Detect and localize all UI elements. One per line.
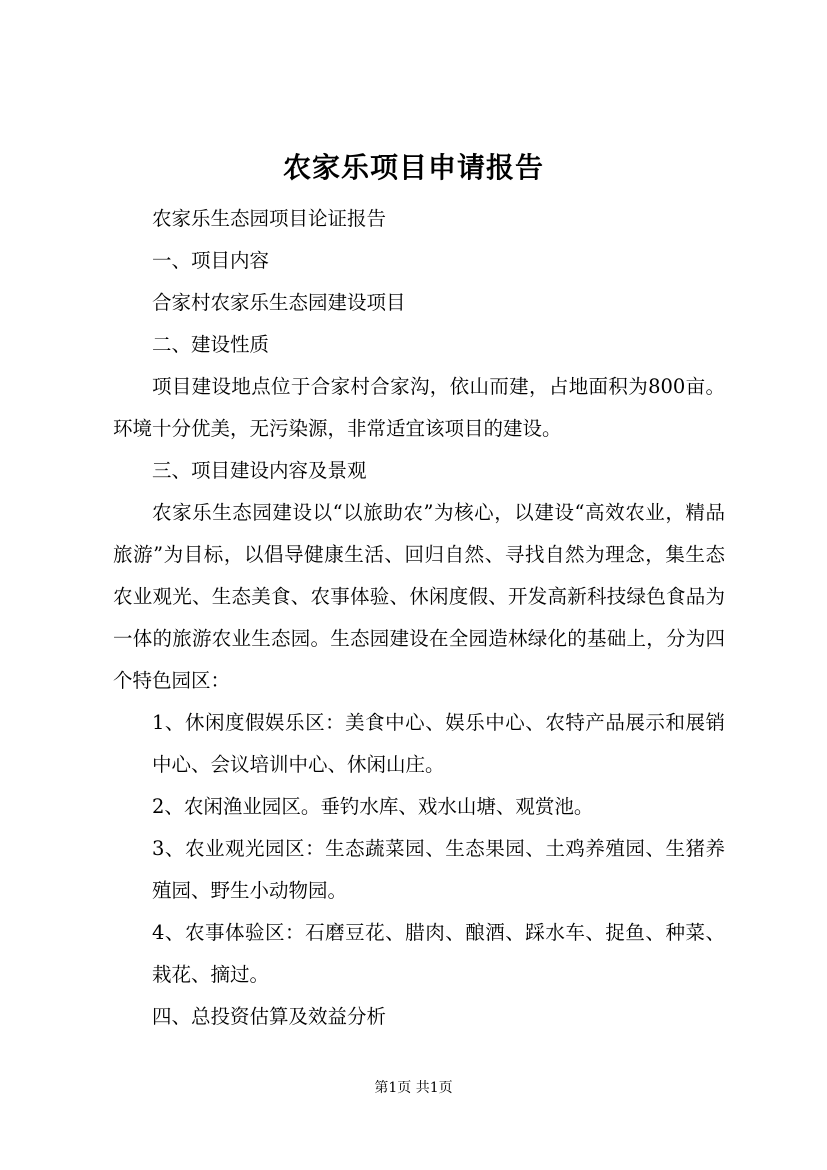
list-item-leisure-zone: 1、休闲度假娱乐区：美食中心、娱乐中心、农特产品展示和展销中心、会议培训中心、休闲山庄。 xyxy=(152,711,725,776)
paragraph-location: 项目建设地点位于合家村合家沟，依山而建，占地面积为800亩。环境十分优美，无污染源，非常适宜该项目的建设。 xyxy=(113,375,725,440)
heading-project-content: 一、项目内容 xyxy=(152,249,270,272)
document-body xyxy=(113,198,725,1038)
list-item-sightseeing-zone: 3、农业观光园区：生态蔬菜园、生态果园、土鸡养殖园、生猪养殖园、野生小动物园。 xyxy=(152,837,725,902)
paragraph-overview: 农家乐生态园建设以“以旅助农”为核心，以建设“高效农业，精品旅游”为目标，以倡导健康生活、回归自然、寻找自然为理念，集生态农业观光、生态美食、农事体验、休闲度假、开发高新科技绿色食品为一体的旅游农业生态园。生态园建设在全园造林绿化的基础上，分为四个特色园区： xyxy=(113,501,725,692)
document-title: 农家乐项目申请报告 xyxy=(282,151,544,184)
paragraph-subtitle: 农家乐生态园项目论证报告 xyxy=(152,207,387,230)
paragraph-project-name: 合家村农家乐生态园建设项目 xyxy=(152,291,406,314)
list-item-experience-zone: 4、农事体验区：石磨豆花、腊肉、酿酒、踩水车、捉鱼、种菜、栽花、摘过。 xyxy=(152,921,725,986)
heading-construction-content: 三、项目建设内容及景观 xyxy=(152,459,367,482)
heading-construction-nature: 二、建设性质 xyxy=(152,333,270,356)
list-item-fishery-zone: 2、农闲渔业园区。垂钓水库、戏水山塘、观赏池。 xyxy=(152,795,594,818)
heading-investment: 四、总投资估算及效益分析 xyxy=(152,1005,387,1028)
page-footer: 第1页 共1页 xyxy=(374,1080,453,1096)
